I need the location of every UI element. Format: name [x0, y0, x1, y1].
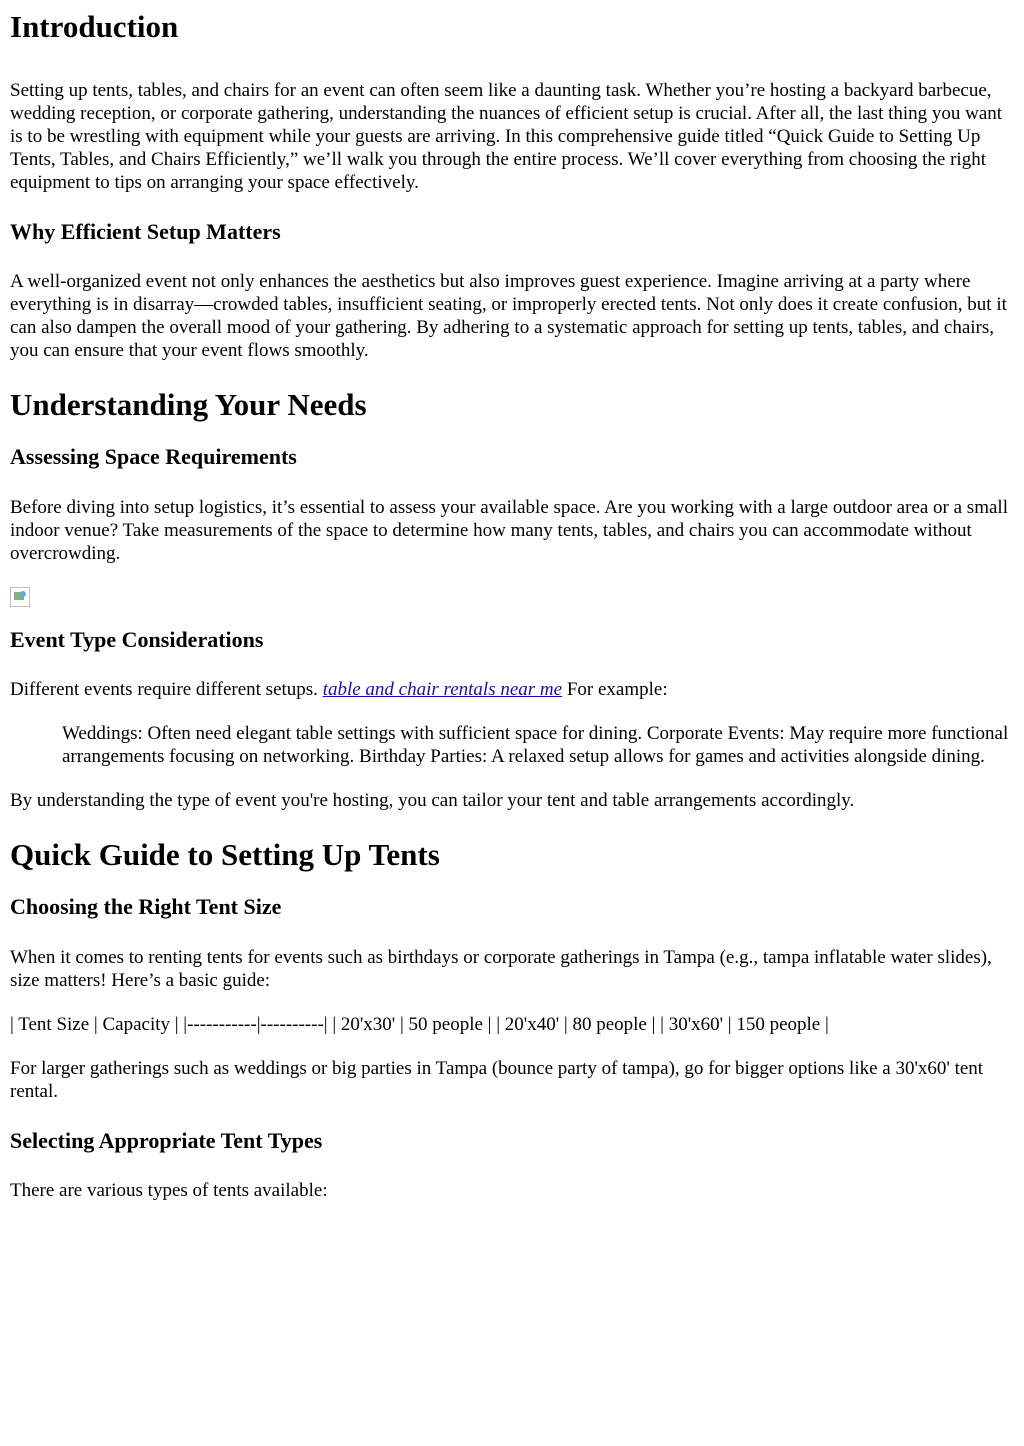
- heading-assessing-space: Assessing Space Requirements: [10, 444, 297, 469]
- heading-introduction: Introduction: [10, 9, 179, 44]
- rentals-link[interactable]: table and chair rentals near me: [322, 679, 563, 700]
- tent-size-table: | Tent Size | Capacity | |-----------|----------| | 20'x30' | 50 people | | 20'x40' | 80 people | | 30'x60' | 150 people |: [10, 1014, 829, 1035]
- space-paragraph: Before diving into setup logistics, it’s essential to assess your available space. Are you working with a large outdoor area or a small indoor venue? Take measurements of the space to determine how many tents, tables, and chairs you can accommodate without overcrowding.: [10, 497, 1008, 564]
- larger-gatherings-paragraph: For larger gatherings such as weddings or big parties in Tampa (bounce party of tampa), go for bigger options like a 30'x60' tent rental.: [10, 1058, 984, 1102]
- heading-tents-guide: Quick Guide to Setting Up Tents: [10, 837, 440, 872]
- broken-image: [10, 587, 1014, 607]
- tent-types-paragraph: There are various types of tents available:: [10, 1180, 328, 1201]
- intro-paragraph: Setting up tents, tables, and chairs for an event can often seem like a daunting task. Whether you’re hosting a backyard barbecue, wedding reception, or corporate gathering, understanding the nuances of efficient setup is crucial. After all, the last thing you want is to be wrestling with equipment while your guests are arriving. In this comprehensive guide titled “Quick Guide to Setting Up Tents, Tables, and Chairs Efficiently,” we’ll walk you through the entire process. We’ll cover everything from choosing the right equipment to tips on arranging your space effectively.: [10, 80, 1003, 193]
- event-summary: By understanding the type of event you're hosting, you can tailor your tent and table arrangements accordingly.: [10, 790, 855, 811]
- heading-tent-size: Choosing the Right Tent Size: [10, 894, 282, 919]
- heading-why-efficient-setup: Why Efficient Setup Matters: [10, 219, 281, 244]
- event-text-after: For example:: [562, 679, 668, 700]
- event-paragraph: [10, 678, 1014, 701]
- why-paragraph: A well-organized event not only enhances the aesthetics but also improves guest experience. Imagine arriving at a party where everything is in disarray—crowded tables, insufficient seating, or improperly erected tents. Not only does it create confusion, but it can also dampen the overall mood of your gathering. By adhering to a systematic approach for setting up tents, tables, and chairs, you can ensure that your event flows smoothly.: [10, 271, 1007, 361]
- tent-size-paragraph: When it comes to renting tents for events such as birthdays or corporate gatherings in Tampa (e.g., tampa inflatable water slides), size matters! Here’s a basic guide:: [10, 947, 992, 991]
- heading-event-type: Event Type Considerations: [10, 627, 264, 652]
- broken-image-icon: [10, 587, 30, 607]
- heading-understanding-needs: Understanding Your Needs: [10, 387, 367, 422]
- event-examples-quote: Weddings: Often need elegant table settings with sufficient space for dining. Corporate Events: May require more functional arrangements focusing on networking. Birthday Parties: A relaxed setup allows for games and activities alongside dining.: [62, 723, 1009, 767]
- event-text-before: Different events require different setups.: [10, 679, 323, 700]
- heading-tent-types: Selecting Appropriate Tent Types: [10, 1128, 323, 1153]
